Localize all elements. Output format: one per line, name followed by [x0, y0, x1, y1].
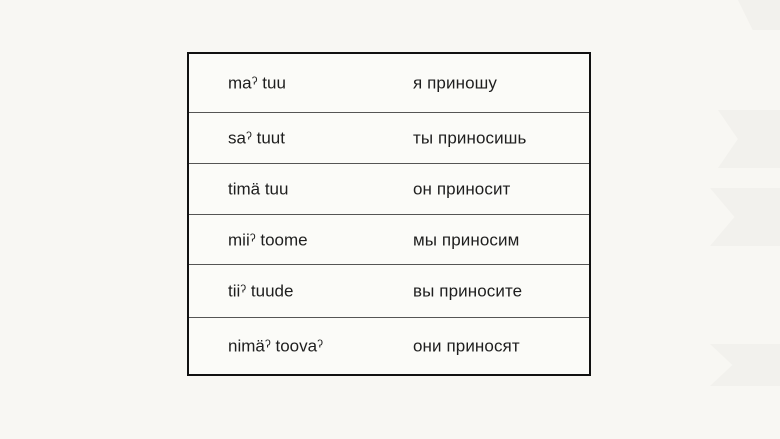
- table-row: [189, 164, 589, 215]
- table-row: [189, 318, 589, 374]
- decorative-edge-shape: [710, 188, 780, 246]
- russian-translation-cell: вы приносите: [413, 281, 523, 301]
- decorative-edge-shape: [738, 0, 780, 30]
- table-row: [189, 265, 589, 318]
- veps-form-cell: nimäˀ toovaˀ: [228, 336, 324, 356]
- decorative-edge-shape: [718, 110, 780, 168]
- decorative-edge-shape: [710, 344, 780, 386]
- veps-form-cell: timä tuu: [228, 179, 289, 199]
- table-row: [189, 54, 589, 113]
- table-row: [189, 113, 589, 164]
- veps-form-cell: miiˀ toome: [228, 230, 308, 249]
- russian-translation-cell: они приносят: [413, 336, 520, 356]
- conjugation-table: [187, 52, 591, 376]
- russian-translation-cell: я приношу: [413, 73, 497, 93]
- table-row: [189, 215, 589, 265]
- russian-translation-cell: он приносит: [413, 179, 511, 199]
- russian-translation-cell: ты приносишь: [413, 128, 527, 148]
- russian-translation-cell: мы приносим: [413, 230, 520, 249]
- veps-form-cell: tiiˀ tuude: [228, 281, 294, 301]
- veps-form-cell: maˀ tuu: [228, 73, 286, 93]
- veps-form-cell: saˀ tuut: [228, 128, 285, 148]
